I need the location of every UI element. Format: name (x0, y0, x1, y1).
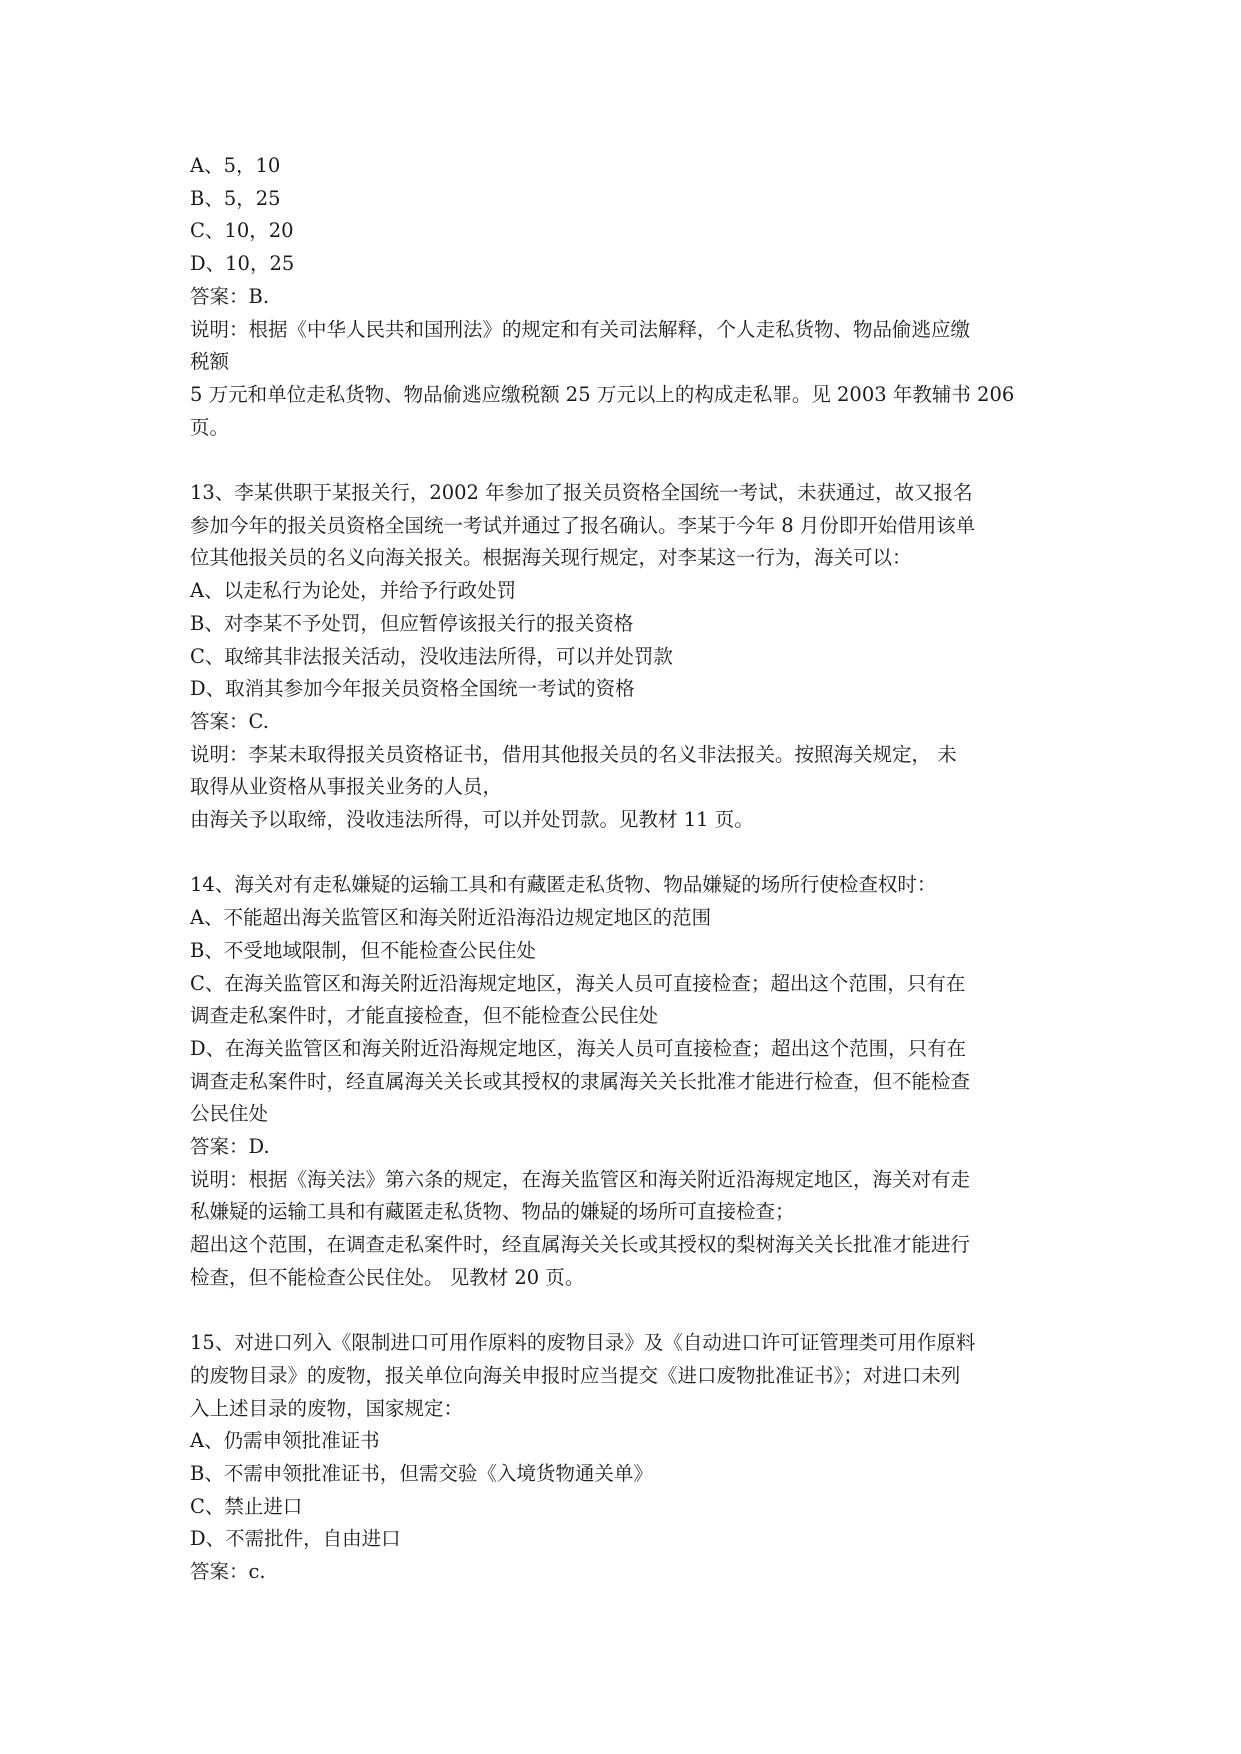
answer: 答案：D. (190, 1135, 270, 1159)
question-12-continuation (190, 150, 1055, 444)
question-line: 的废物目录》的废物，报关单位向海关申报时应当提交《进口废物批准证书》；对进口未列 (190, 1363, 961, 1387)
option-c: C、禁止进口 (190, 1494, 303, 1518)
option-d: D、取消其参加今年报关员资格全国统一考试的资格 (190, 677, 635, 701)
question-line: 14、海关对有走私嫌疑的运输工具和有藏匿走私货物、物品嫌疑的场所行使检查权时： (190, 873, 937, 897)
explanation-line: 说明：根据《海关法》第六条的规定，在海关监管区和海关附近沿海规定地区，海关对有走 (190, 1167, 971, 1191)
option-d: D、在海关监管区和海关附近沿海规定地区，海关人员可直接检查；超出这个范围，只有在 (190, 1036, 967, 1060)
explanation-line: 5 万元和单位走私货物、物品偷逃应缴税额 25 万元以上的构成走私罪。见 2003 年教辅书 206 (190, 382, 1015, 406)
question-15 (190, 1327, 1055, 1589)
question-line: 15、对进口列入《限制进口可用作原料的废物目录》及《自动进口许可证管理类可用作原料 (190, 1331, 976, 1355)
question-14 (190, 869, 1055, 1294)
option-b: B、不受地域限制，但不能检查公民住处 (190, 938, 536, 962)
option-a: A、以走私行为论处，并给予行政处罚 (190, 579, 517, 603)
paragraph-gap (190, 837, 1055, 870)
option-d-continued: 公民住处 (190, 1102, 269, 1126)
explanation-line: 超出这个范围，在调查走私案件时，经直属海关关长或其授权的梨树海关关长批准才能进行 (190, 1233, 971, 1257)
option-d-continued: 调查走私案件时，经直属海关关长或其授权的隶属海关关长批准才能进行检查，但不能检查 (190, 1069, 971, 1093)
option-a: A、仍需申领批准证书 (190, 1429, 380, 1453)
question-13 (190, 477, 1055, 837)
answer: 答案：B. (190, 284, 270, 308)
question-line: 参加今年的报关员资格全国统一考试并通过了报名确认。李某于今年 8 月份即开始借用该单 (190, 513, 976, 537)
option-b: B、对李某不予处罚，但应暂停该报关行的报关资格 (190, 611, 634, 635)
option-c-continued: 调查走私案件时，才能直接检查，但不能检查公民住处 (190, 1004, 659, 1028)
question-line: 位其他报关员的名义向海关报关。根据海关现行规定，对李某这一行为，海关可以： (190, 546, 912, 570)
question-line: 入上述目录的废物，国家规定： (190, 1396, 464, 1420)
explanation-line: 税额 (190, 350, 230, 374)
document-page (190, 150, 1055, 1589)
explanation-line: 说明：根据《中华人民共和国刑法》的规定和有关司法解释，个人走私货物、物品偷逃应缴 (190, 317, 971, 341)
option-c: C、10，20 (190, 219, 294, 243)
explanation-line: 由海关予以取缔，没收违法所得，可以并处罚款。见教材 11 页。 (190, 808, 754, 832)
option-a: A、不能超出海关监管区和海关附近沿海沿边规定地区的范围 (190, 906, 712, 930)
option-b: B、不需申领批准证书，但需交验《入境货物通关单》 (190, 1462, 653, 1486)
answer: 答案：c. (190, 1560, 266, 1584)
explanation-line: 说明：李某未取得报关员资格证书，借用其他报关员的名义非法报关。按照海关规定， 未 (190, 742, 957, 766)
explanation-line: 页。 (190, 415, 230, 439)
option-d: D、10，25 (190, 252, 295, 276)
option-b: B、5，25 (190, 186, 281, 210)
paragraph-gap (190, 1295, 1055, 1328)
explanation-line: 取得从业资格从事报关业务的人员， (190, 775, 503, 799)
explanation-line: 检查，但不能检查公民住处。 见教材 20 页。 (190, 1265, 585, 1289)
explanation-line: 私嫌疑的运输工具和有藏匿走私货物、物品的嫌疑的场所可直接检查； (190, 1200, 795, 1224)
option-a: A、5，10 (190, 154, 281, 177)
option-c: C、在海关监管区和海关附近沿海规定地区，海关人员可直接检查；超出这个范围，只有在 (190, 971, 966, 995)
answer: 答案：C. (190, 709, 269, 733)
paragraph-gap (190, 444, 1055, 477)
question-line: 13、李某供职于某报关行，2002 年参加了报关员资格全国统一考试，未获通过，故又报名 (190, 481, 973, 505)
option-c: C、取缔其非法报关活动，没收违法所得，可以并处罚款 (190, 644, 673, 668)
option-d: D、不需批件，自由进口 (190, 1527, 401, 1551)
